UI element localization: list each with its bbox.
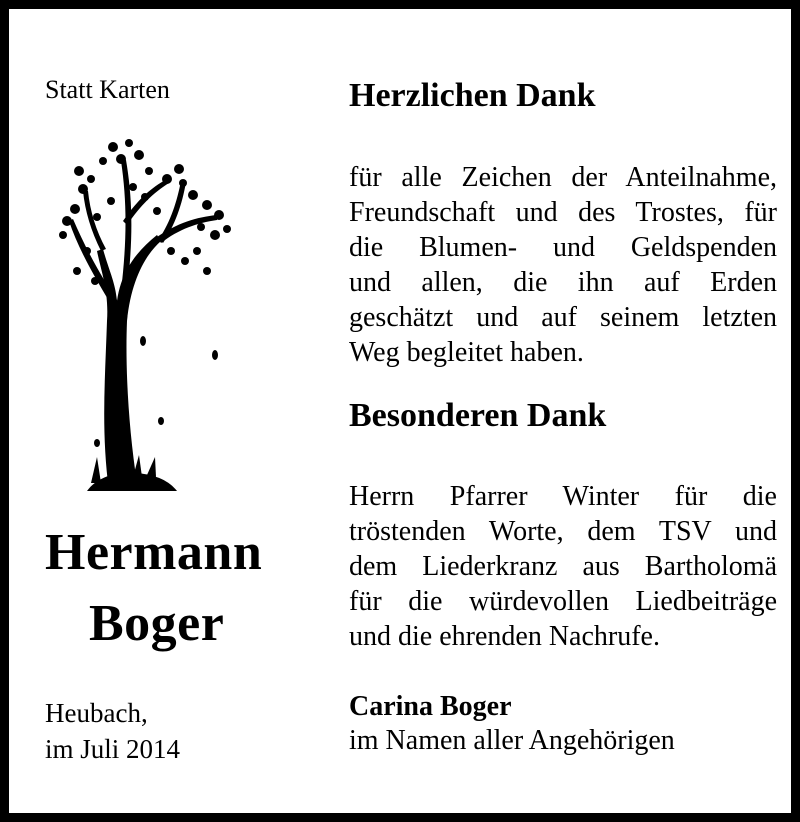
date-line: im Juli 2014	[45, 734, 181, 764]
paragraph-line: für die würdevollen Liedbeiträge	[349, 586, 777, 617]
heading-besonderen-dank: Besonderen Dank	[349, 397, 607, 434]
paragraph-line: Herrn Pfarrer Winter für die	[349, 481, 777, 512]
signer-name: Carina Boger	[349, 691, 512, 722]
statt-karten-label: Statt Karten	[45, 75, 170, 104]
paragraph-line: und die ehrenden Nachrufe.	[349, 621, 660, 652]
tree-icon	[57, 131, 237, 501]
place-line: Heubach,	[45, 698, 148, 728]
paragraph-line: geschätzt und auf seinem letzten	[349, 302, 777, 333]
deceased-last-name: Boger	[89, 595, 225, 652]
paragraph-line: tröstenden Worte, dem TSV und	[349, 516, 777, 547]
place-date	[45, 695, 180, 767]
heading-herzlichen-dank: Herzlichen Dank	[349, 77, 596, 114]
paragraph-line: dem Liederkranz aus Bartholomä	[349, 551, 777, 582]
paragraph-line: für alle Zeichen der Anteilnahme,	[349, 162, 777, 193]
signer-subtitle: im Namen aller Angehörigen	[349, 725, 675, 756]
thanks-paragraph	[349, 160, 777, 370]
paragraph-line: die Blumen- und Geldspenden	[349, 232, 777, 263]
paragraph-line: Weg begleitet haben.	[349, 337, 584, 368]
paragraph-line: Freundschaft und des Trostes, für	[349, 197, 777, 228]
special-thanks-paragraph	[349, 479, 777, 654]
paragraph-line: und allen, die ihn auf Erden	[349, 267, 777, 298]
deceased-first-name: Hermann	[45, 524, 263, 581]
